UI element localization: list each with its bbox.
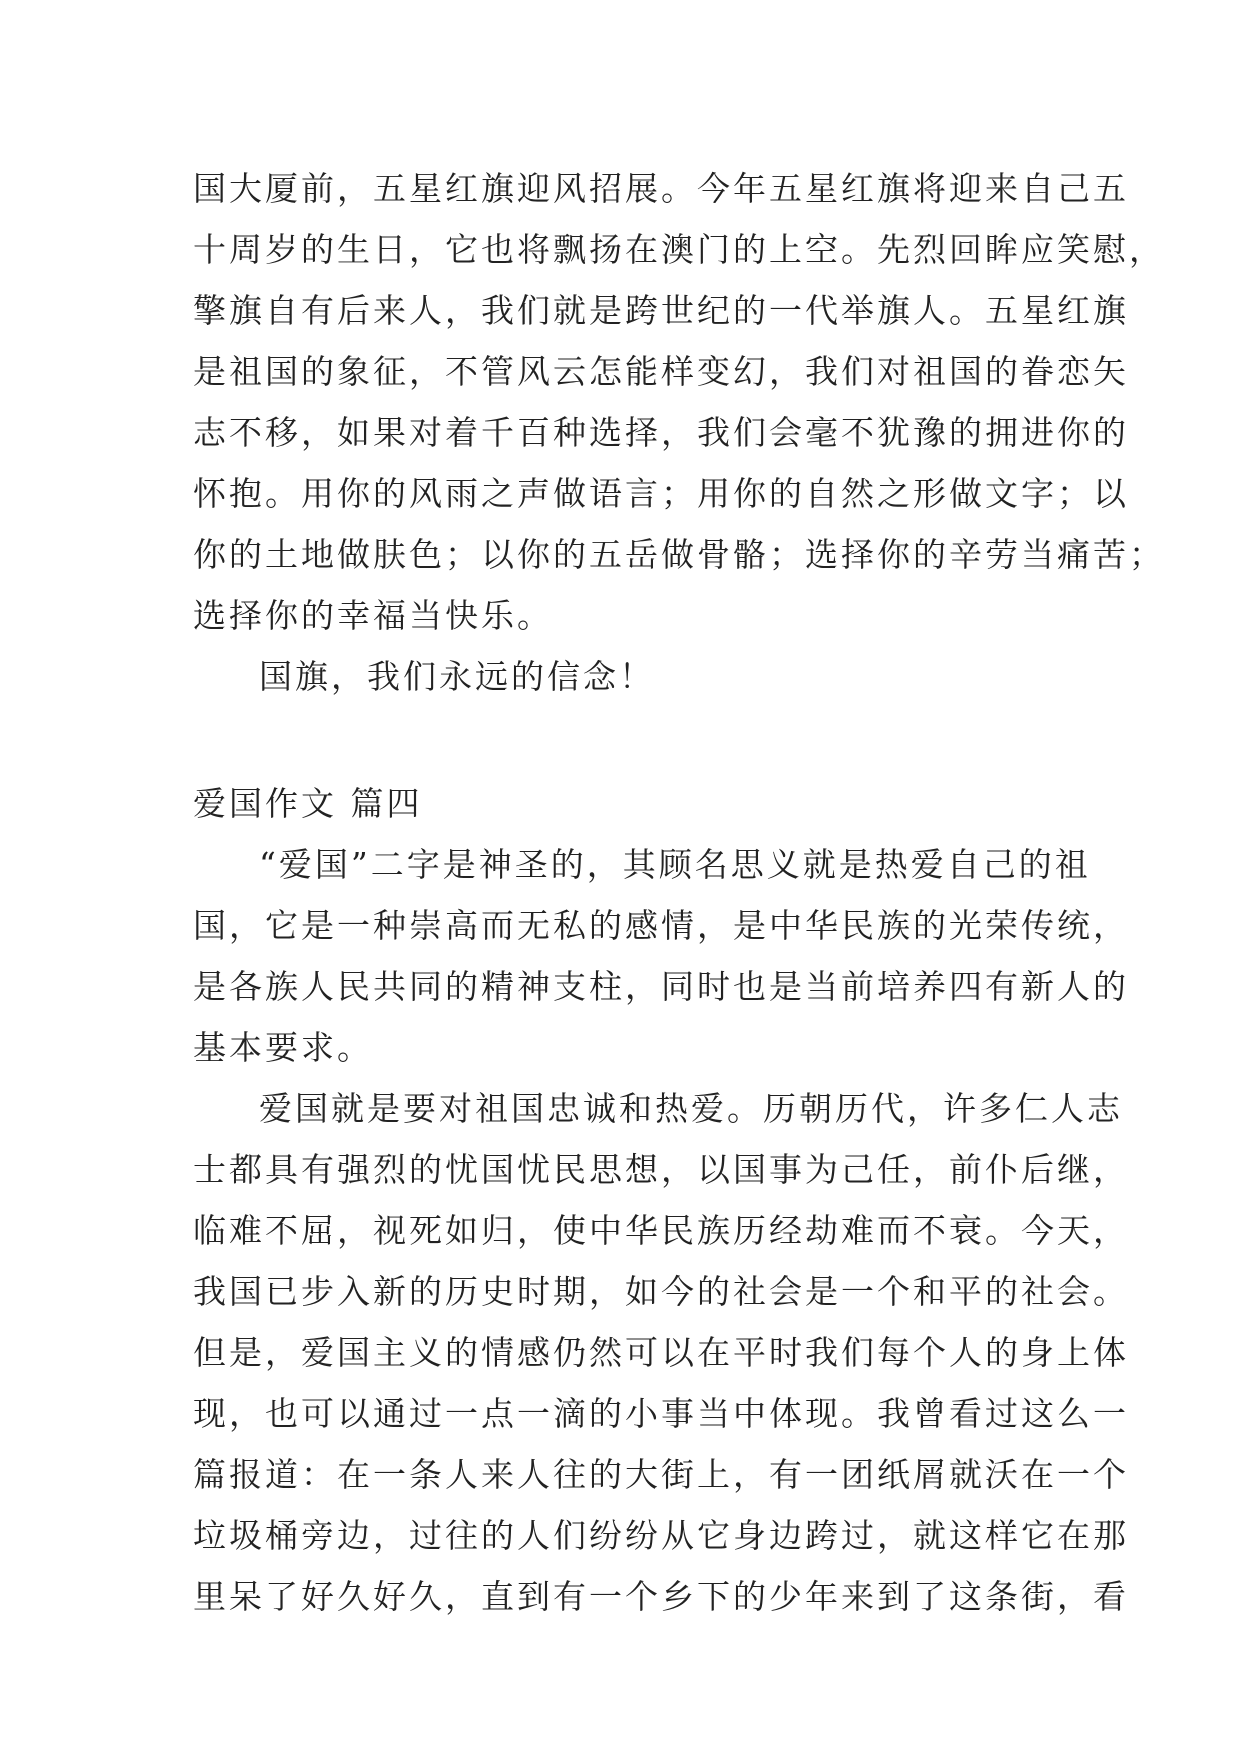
text-line: 十周岁的生日，它也将飘扬在澳门的上空。先烈回眸应笑慰， xyxy=(193,230,1165,269)
text-line: 士都具有强烈的忧国忧民思想，以国事为己任，前仆后继， xyxy=(193,1150,1129,1189)
text-line: 垃圾桶旁边，过往的人们纷纷从它身边跨过，就这样它在那 xyxy=(193,1516,1129,1555)
paragraph-2 xyxy=(193,1078,1129,1627)
closing-line: 国旗，我们永远的信念！ xyxy=(259,657,655,696)
text-line: 是祖国的象征，不管风云怎能样变幻，我们对祖国的眷恋矢 xyxy=(193,352,1129,391)
text-line: 基本要求。 xyxy=(193,1028,373,1067)
text-line: 擎旗自有后来人，我们就是跨世纪的一代举旗人。五星红旗 xyxy=(193,291,1129,330)
text-line: 志不移，如果对着千百种选择，我们会毫不犹豫的拥进你的 xyxy=(193,413,1129,452)
text-line: 里呆了好久好久，直到有一个乡下的少年来到了这条街，看 xyxy=(193,1577,1129,1616)
text-line: “爱国”二字是神圣的，其顾名思义就是热爱自己的祖 xyxy=(259,845,1091,884)
section-heading: 爱国作文 篇四 xyxy=(193,784,423,823)
text-line: 你的土地做肤色；以你的五岳做骨骼；选择你的辛劳当痛苦； xyxy=(193,535,1165,574)
text-line: 我国已步入新的历史时期，如今的社会是一个和平的社会。 xyxy=(193,1272,1129,1311)
paragraph-1 xyxy=(193,834,1129,1078)
text-line: 国大厦前，五星红旗迎风招展。今年五星红旗将迎来自己五 xyxy=(193,169,1129,208)
section-spacer xyxy=(193,707,1073,773)
text-line: 选择你的幸福当快乐。 xyxy=(193,596,553,635)
text-line: 国，它是一种崇高而无私的感情，是中华民族的光荣传统， xyxy=(193,906,1129,945)
text-line: 怀抱。用你的风雨之声做语言；用你的自然之形做文字；以 xyxy=(193,474,1129,513)
document-body xyxy=(193,158,1165,1627)
text-line: 现，也可以通过一点一滴的小事当中体现。我曾看过这么一 xyxy=(193,1394,1129,1433)
text-line: 但是，爱国主义的情感仍然可以在平时我们每个人的身上体 xyxy=(193,1333,1129,1372)
text-line: 篇报道：在一条人来人往的大街上，有一团纸屑就沃在一个 xyxy=(193,1455,1129,1494)
continuation-paragraph xyxy=(193,158,1165,646)
text-line: 爱国就是要对祖国忠诚和热爱。历朝历代，许多仁人志 xyxy=(259,1089,1123,1128)
text-line: 临难不屈，视死如归，使中华民族历经劫难而不衰。今天， xyxy=(193,1211,1129,1250)
text-line: 是各族人民共同的精神支柱，同时也是当前培养四有新人的 xyxy=(193,967,1129,1006)
